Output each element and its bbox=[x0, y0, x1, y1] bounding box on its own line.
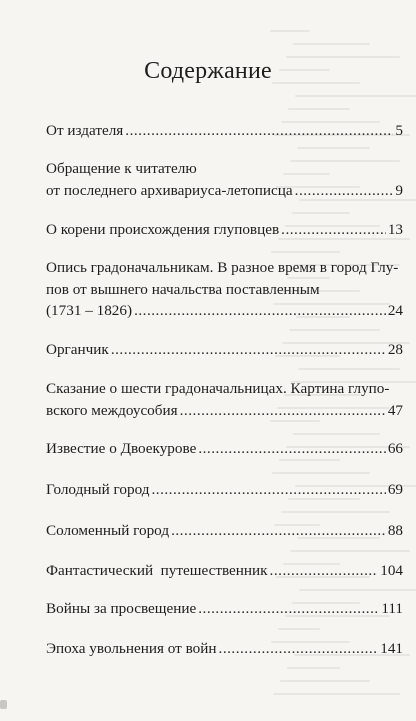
page-edge-mark bbox=[0, 700, 7, 709]
leader-dots bbox=[134, 300, 386, 322]
toc-page-number: 9 bbox=[395, 181, 403, 199]
toc-entry-title: Органчик bbox=[46, 341, 109, 358]
bleed-through-line bbox=[293, 433, 380, 435]
bleed-through-line bbox=[273, 693, 400, 695]
leader-dots bbox=[295, 180, 394, 202]
leader-dots bbox=[198, 438, 385, 460]
toc-entry-title: Опись градоначальникам. В разное время в город Глу- bbox=[46, 259, 399, 276]
leader-dots bbox=[270, 560, 379, 582]
toc-entry[interactable] bbox=[46, 520, 403, 542]
page-title: Содержание bbox=[144, 58, 272, 84]
toc-entry-title: Войны за просвещение bbox=[46, 600, 197, 617]
toc-entry[interactable] bbox=[46, 158, 403, 201]
toc-entry[interactable] bbox=[46, 598, 403, 620]
leader-dots bbox=[180, 400, 386, 422]
leader-dots bbox=[125, 120, 393, 142]
toc-entry[interactable] bbox=[46, 438, 403, 460]
toc-entry-title: Эпоха увольнения от войн bbox=[46, 640, 217, 657]
toc-entry-title: Сказание о шести градоначальницах. Картина глупо- bbox=[46, 380, 390, 397]
leader-dots bbox=[219, 638, 379, 660]
toc-entry-title: Обращение к читателю bbox=[46, 160, 197, 177]
toc-entry[interactable] bbox=[46, 479, 403, 501]
bleed-through-line bbox=[295, 95, 416, 97]
bleed-through-line bbox=[270, 30, 310, 32]
toc-entry[interactable] bbox=[46, 120, 403, 142]
leader-dots bbox=[198, 598, 379, 620]
toc-entry-title: Голодный город bbox=[46, 481, 150, 498]
toc-entry-title: О корени происхождения глуповцев bbox=[46, 221, 280, 238]
toc-page-number: 88 bbox=[387, 522, 403, 539]
bleed-through-line bbox=[290, 550, 410, 552]
bleed-through-line bbox=[278, 628, 320, 630]
toc-page-number: 66 bbox=[387, 440, 403, 457]
toc-entry-title: пов от вышнего начальства поставленным bbox=[46, 280, 320, 298]
toc-entry[interactable] bbox=[46, 339, 403, 361]
toc-entry-title: Фантастический путешественник bbox=[46, 562, 268, 579]
toc-entry[interactable] bbox=[46, 638, 403, 660]
bleed-through-line bbox=[292, 212, 350, 214]
leader-dots bbox=[111, 339, 386, 361]
toc-page-number: 141 bbox=[380, 640, 403, 657]
bleed-through-line bbox=[288, 108, 350, 110]
toc-page-number: 47 bbox=[387, 401, 403, 419]
toc-page-number: 13 bbox=[387, 221, 403, 238]
toc-entry[interactable] bbox=[46, 560, 403, 582]
bleed-through-line bbox=[280, 680, 370, 682]
toc-page-number: 69 bbox=[387, 481, 403, 498]
toc-entry-title: Известие о Двоекурове bbox=[46, 440, 197, 457]
leader-dots bbox=[151, 479, 385, 501]
leader-dots bbox=[281, 219, 386, 241]
toc-entry[interactable] bbox=[46, 257, 403, 322]
bleed-through-line bbox=[271, 251, 340, 253]
bleed-through-line bbox=[299, 589, 416, 591]
leader-dots bbox=[171, 520, 386, 542]
toc-page-number: 5 bbox=[395, 122, 403, 139]
toc-page-number: 104 bbox=[380, 562, 403, 579]
toc-page-number: 111 bbox=[381, 600, 403, 617]
toc-entry-title: вского междоусобия bbox=[46, 401, 178, 419]
toc-entry-title: Соломенный город bbox=[46, 522, 170, 539]
bleed-through-line bbox=[289, 329, 380, 331]
toc-entry-title: от последнего архивариуса-летописца bbox=[46, 181, 293, 199]
bleed-through-line bbox=[272, 472, 370, 474]
toc-entry[interactable] bbox=[46, 378, 403, 421]
toc-entry[interactable] bbox=[46, 219, 403, 241]
toc-entry-title: (1731 – 1826) bbox=[46, 302, 133, 319]
bleed-through-line bbox=[298, 368, 400, 370]
toc-page-number: 28 bbox=[387, 341, 403, 358]
bleed-through-line bbox=[297, 147, 370, 149]
toc-page-number: 24 bbox=[387, 302, 403, 319]
bleed-through-line bbox=[287, 667, 340, 669]
toc-entry-title: От издателя bbox=[46, 122, 124, 139]
bleed-through-line bbox=[281, 511, 390, 513]
bleed-through-line bbox=[293, 43, 370, 45]
